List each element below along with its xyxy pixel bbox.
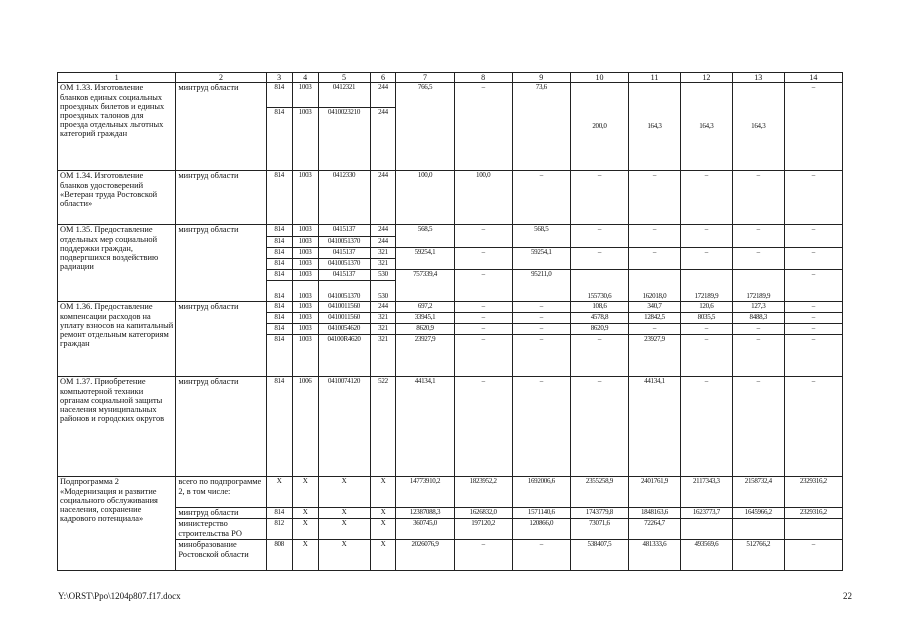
- table-cell: 04100R4620: [318, 335, 370, 377]
- table-cell: –: [784, 270, 842, 302]
- table-cell: –: [732, 225, 784, 248]
- table-cell: 1003: [292, 324, 318, 335]
- table-cell: –: [784, 171, 842, 225]
- table-cell: 1003: [292, 237, 318, 248]
- table-cell: 808: [266, 540, 292, 571]
- table-cell: 164,3: [680, 83, 732, 171]
- table-cell: –: [732, 335, 784, 377]
- table-cell: 1823952,2: [454, 477, 512, 508]
- table-cell: –: [629, 171, 681, 225]
- table-cell: X: [266, 477, 292, 508]
- table-cell: –: [784, 225, 842, 248]
- table-cell: –: [512, 540, 570, 571]
- executor-cell: минтруд области: [176, 508, 266, 519]
- col-header: 6: [370, 73, 396, 83]
- col-header: 11: [629, 73, 681, 83]
- table-cell: 360745,0: [396, 519, 454, 540]
- table-cell: 814: [266, 508, 292, 519]
- table-cell: 814: [266, 259, 292, 270]
- table-cell: 244: [370, 225, 396, 237]
- table-cell: 1003: [292, 108, 318, 171]
- table-cell: –: [680, 335, 732, 377]
- table-cell: –: [454, 324, 512, 335]
- table-cell: 59254,1: [512, 248, 570, 270]
- table-cell: –: [680, 171, 732, 225]
- table-cell: 244: [370, 302, 396, 313]
- table-cell: –: [732, 324, 784, 335]
- col-header: 8: [454, 73, 512, 83]
- table-cell: 2329316,2: [784, 477, 842, 508]
- table-row: [58, 540, 843, 571]
- table-cell: 164,3: [732, 83, 784, 171]
- table-cell: –: [454, 335, 512, 377]
- table-cell: –: [629, 225, 681, 248]
- executor-cell: минтруд области: [176, 171, 266, 225]
- table-cell: 33945,1: [396, 313, 454, 324]
- col-header: 1: [58, 73, 176, 83]
- table-cell: 321: [370, 248, 396, 259]
- table-cell: 0410023210: [318, 108, 370, 171]
- col-header: 13: [732, 73, 784, 83]
- table-cell: –: [454, 83, 512, 171]
- table-cell: 162018,0: [629, 270, 681, 302]
- budget-table: [57, 72, 843, 571]
- table-cell: –: [512, 171, 570, 225]
- table-cell: 23927,9: [396, 335, 454, 377]
- table-cell: 1003: [292, 259, 318, 270]
- table-cell: 766,5: [396, 83, 454, 171]
- table-cell: 1743779,8: [570, 508, 628, 519]
- table-cell: 814: [266, 248, 292, 259]
- table-cell: 568,5: [512, 225, 570, 248]
- col-header: 2: [176, 73, 266, 83]
- table-cell: 814: [266, 237, 292, 248]
- table-cell: 1003: [292, 335, 318, 377]
- table-cell: –: [570, 335, 628, 377]
- table-cell: X: [370, 519, 396, 540]
- file-path-footer: Y:\ORST\Ppo\1204p807.f17.docx: [58, 591, 181, 601]
- table-cell: 0410051370: [318, 281, 370, 302]
- table-cell: –: [454, 302, 512, 313]
- table-cell: –: [784, 540, 842, 571]
- table-cell: 2117343,3: [680, 477, 732, 508]
- table-cell: 814: [266, 377, 292, 477]
- table-cell: 568,5: [396, 225, 454, 248]
- table-cell: 522: [370, 377, 396, 477]
- table-cell: 1645966,2: [732, 508, 784, 519]
- table-cell: –: [732, 377, 784, 477]
- table-cell: 1003: [292, 171, 318, 225]
- table-cell: X: [318, 477, 370, 508]
- table-cell: 100,0: [454, 171, 512, 225]
- table-cell: 814: [266, 225, 292, 237]
- budget-table-page: [57, 72, 843, 571]
- table-cell: 127,3: [732, 302, 784, 313]
- table-cell: 72264,7: [629, 519, 681, 540]
- col-header: 7: [396, 73, 454, 83]
- executor-cell: минтруд области: [176, 83, 266, 171]
- table-cell: –: [512, 313, 570, 324]
- executor-cell: минобразование Ростовской области: [176, 540, 266, 571]
- table-cell: –: [512, 377, 570, 477]
- table-cell: 1692006,6: [512, 477, 570, 508]
- table-cell: 2158732,4: [732, 477, 784, 508]
- table-cell: 814: [266, 281, 292, 302]
- table-cell: 2329316,2: [784, 508, 842, 519]
- table-cell: 0410011560: [318, 313, 370, 324]
- table-cell: 814: [266, 171, 292, 225]
- table-cell: 95211,0: [512, 270, 570, 302]
- table-cell: 172189,9: [680, 270, 732, 302]
- executor-cell: минтруд области: [176, 225, 266, 302]
- table-cell: 0410074120: [318, 377, 370, 477]
- table-cell: 73071,6: [570, 519, 628, 540]
- table-cell: –: [784, 324, 842, 335]
- table-cell: X: [292, 508, 318, 519]
- col-header: 9: [512, 73, 570, 83]
- executor-cell: минтруд области: [176, 302, 266, 377]
- table-cell: 757339,4: [396, 270, 454, 302]
- table-cell: 321: [370, 313, 396, 324]
- table-cell: 321: [370, 259, 396, 270]
- table-cell: –: [570, 377, 628, 477]
- measure-title: ОМ 1.37. Приобретение компьютерной техники органам социальной защиты населения муниципальных районов и городских округов: [58, 377, 176, 477]
- table-cell: 1623773,7: [680, 508, 732, 519]
- table-cell: 1848163,6: [629, 508, 681, 519]
- table-cell: –: [680, 324, 732, 335]
- table-cell: –: [784, 248, 842, 270]
- table-row: [58, 171, 843, 225]
- table-cell: 321: [370, 335, 396, 377]
- table-cell: 814: [266, 83, 292, 108]
- table-cell: –: [680, 225, 732, 248]
- table-cell: 1006: [292, 377, 318, 477]
- table-cell: –: [570, 171, 628, 225]
- table-cell: –: [454, 377, 512, 477]
- table-cell: 12387088,3: [396, 508, 454, 519]
- col-header: 4: [292, 73, 318, 83]
- table-cell: 697,2: [396, 302, 454, 313]
- table-cell: 197120,2: [454, 519, 512, 540]
- table-cell: –: [454, 313, 512, 324]
- table-row: [58, 508, 843, 519]
- table-cell: 73,6: [512, 83, 570, 171]
- col-header: 12: [680, 73, 732, 83]
- table-cell: 0412321: [318, 83, 370, 108]
- table-cell: 2401761,9: [629, 477, 681, 508]
- table-cell: 1003: [292, 313, 318, 324]
- measure-title: ОМ 1.34. Изготовление бланков удостоверений «Ветеран труда Ростовской области»: [58, 171, 176, 225]
- table-cell: 1003: [292, 248, 318, 259]
- table-cell: 481333,6: [629, 540, 681, 571]
- table-cell: 814: [266, 335, 292, 377]
- executor-cell: министерство строительства РО: [176, 519, 266, 540]
- table-cell: 164,3: [629, 83, 681, 171]
- table-cell: X: [318, 519, 370, 540]
- table-cell: –: [784, 302, 842, 313]
- executor-cell: минтруд области: [176, 377, 266, 477]
- table-cell: –: [454, 540, 512, 571]
- table-cell: –: [454, 225, 512, 248]
- table-cell: –: [454, 248, 512, 270]
- column-number-row: [58, 73, 843, 83]
- table-cell: 23927,9: [629, 335, 681, 377]
- table-cell: 108,6: [570, 302, 628, 313]
- table-cell: –: [512, 324, 570, 335]
- table-cell: 1003: [292, 302, 318, 313]
- table-cell: X: [292, 477, 318, 508]
- table-cell: 2026076,9: [396, 540, 454, 571]
- table-cell: X: [318, 540, 370, 571]
- table-cell: [784, 519, 842, 540]
- table-cell: 44134,1: [629, 377, 681, 477]
- table-row: [58, 519, 843, 540]
- table-cell: –: [629, 248, 681, 270]
- table-cell: 1571140,6: [512, 508, 570, 519]
- table-cell: 0415137: [318, 270, 370, 281]
- table-cell: 1003: [292, 225, 318, 237]
- table-cell: 0415137: [318, 248, 370, 259]
- table-cell: –: [732, 171, 784, 225]
- table-cell: 814: [266, 270, 292, 281]
- executor-cell: всего по подпрограмме 2, в том числе:: [176, 477, 266, 508]
- table-cell: [732, 519, 784, 540]
- table-cell: –: [512, 302, 570, 313]
- table-cell: 0412330: [318, 171, 370, 225]
- table-cell: 814: [266, 302, 292, 313]
- table-cell: 0410051370: [318, 259, 370, 270]
- table-cell: 155730,6: [570, 270, 628, 302]
- table-cell: 59254,1: [396, 248, 454, 270]
- table-row: [58, 302, 843, 313]
- table-cell: X: [292, 540, 318, 571]
- table-cell: 814: [266, 108, 292, 171]
- table-cell: 244: [370, 171, 396, 225]
- table-cell: 321: [370, 324, 396, 335]
- table-cell: X: [370, 508, 396, 519]
- table-cell: 244: [370, 237, 396, 248]
- page-number: 22: [843, 591, 852, 601]
- table-cell: 8035,5: [680, 313, 732, 324]
- table-cell: 1003: [292, 270, 318, 281]
- table-cell: 244: [370, 83, 396, 108]
- table-cell: 493569,6: [680, 540, 732, 571]
- table-cell: 0410011560: [318, 302, 370, 313]
- table-cell: –: [629, 324, 681, 335]
- table-row: [58, 377, 843, 477]
- table-cell: –: [512, 335, 570, 377]
- table-cell: 4578,8: [570, 313, 628, 324]
- table-cell: 814: [266, 313, 292, 324]
- table-cell: 530: [370, 281, 396, 302]
- table-cell: 512766,2: [732, 540, 784, 571]
- table-cell: 0410051370: [318, 237, 370, 248]
- table-row: [58, 83, 843, 108]
- table-cell: –: [454, 270, 512, 302]
- table-cell: [680, 519, 732, 540]
- table-cell: 538407,5: [570, 540, 628, 571]
- table-cell: 340,7: [629, 302, 681, 313]
- table-cell: 1003: [292, 83, 318, 108]
- table-row: [58, 225, 843, 237]
- table-cell: –: [570, 248, 628, 270]
- col-header: 3: [266, 73, 292, 83]
- col-header: 14: [784, 73, 842, 83]
- table-cell: –: [784, 335, 842, 377]
- table-row: [58, 477, 843, 508]
- table-cell: 44134,1: [396, 377, 454, 477]
- col-header: 10: [570, 73, 628, 83]
- table-cell: 120866,0: [512, 519, 570, 540]
- table-cell: 530: [370, 270, 396, 281]
- measure-title: ОМ 1.36. Предоставление компенсации расходов на уплату взносов на капитальный ремонт отдельным категориям граждан: [58, 302, 176, 377]
- table-cell: X: [370, 540, 396, 571]
- table-cell: 8620,9: [570, 324, 628, 335]
- col-header: 5: [318, 73, 370, 83]
- table-cell: X: [318, 508, 370, 519]
- table-cell: 812: [266, 519, 292, 540]
- table-cell: 172189,9: [732, 270, 784, 302]
- table-cell: –: [570, 225, 628, 248]
- table-cell: 8488,3: [732, 313, 784, 324]
- table-cell: 2355258,9: [570, 477, 628, 508]
- measure-title: ОМ 1.35. Предоставление отдельных мер социальной поддержки граждан, подвергшихся воздействию радиации: [58, 225, 176, 302]
- table-cell: 244: [370, 108, 396, 171]
- measure-title: ОМ 1.33. Изготовление бланков единых социальных проездных билетов и единых проездных талонов для проезда отдельных льготных категорий граждан: [58, 83, 176, 171]
- table-cell: 100,0: [396, 171, 454, 225]
- table-cell: 200,0: [570, 83, 628, 171]
- table-cell: 8620,9: [396, 324, 454, 335]
- table-cell: –: [680, 377, 732, 477]
- table-cell: 120,6: [680, 302, 732, 313]
- table-cell: –: [784, 377, 842, 477]
- table-cell: –: [732, 248, 784, 270]
- table-cell: –: [784, 83, 842, 171]
- table-cell: –: [784, 313, 842, 324]
- subprogram-title: Подпрограмма 2 «Модернизация и развитие социального обслуживания населения, сохранение кадрового потенциала»: [58, 477, 176, 571]
- table-cell: 0415137: [318, 225, 370, 237]
- table-cell: 1003: [292, 281, 318, 302]
- table-cell: –: [680, 248, 732, 270]
- table-cell: 12842,5: [629, 313, 681, 324]
- table-cell: X: [370, 477, 396, 508]
- table-cell: 814: [266, 324, 292, 335]
- table-cell: 1626832,0: [454, 508, 512, 519]
- table-cell: 0410054620: [318, 324, 370, 335]
- table-cell: 14773910,2: [396, 477, 454, 508]
- table-cell: X: [292, 519, 318, 540]
